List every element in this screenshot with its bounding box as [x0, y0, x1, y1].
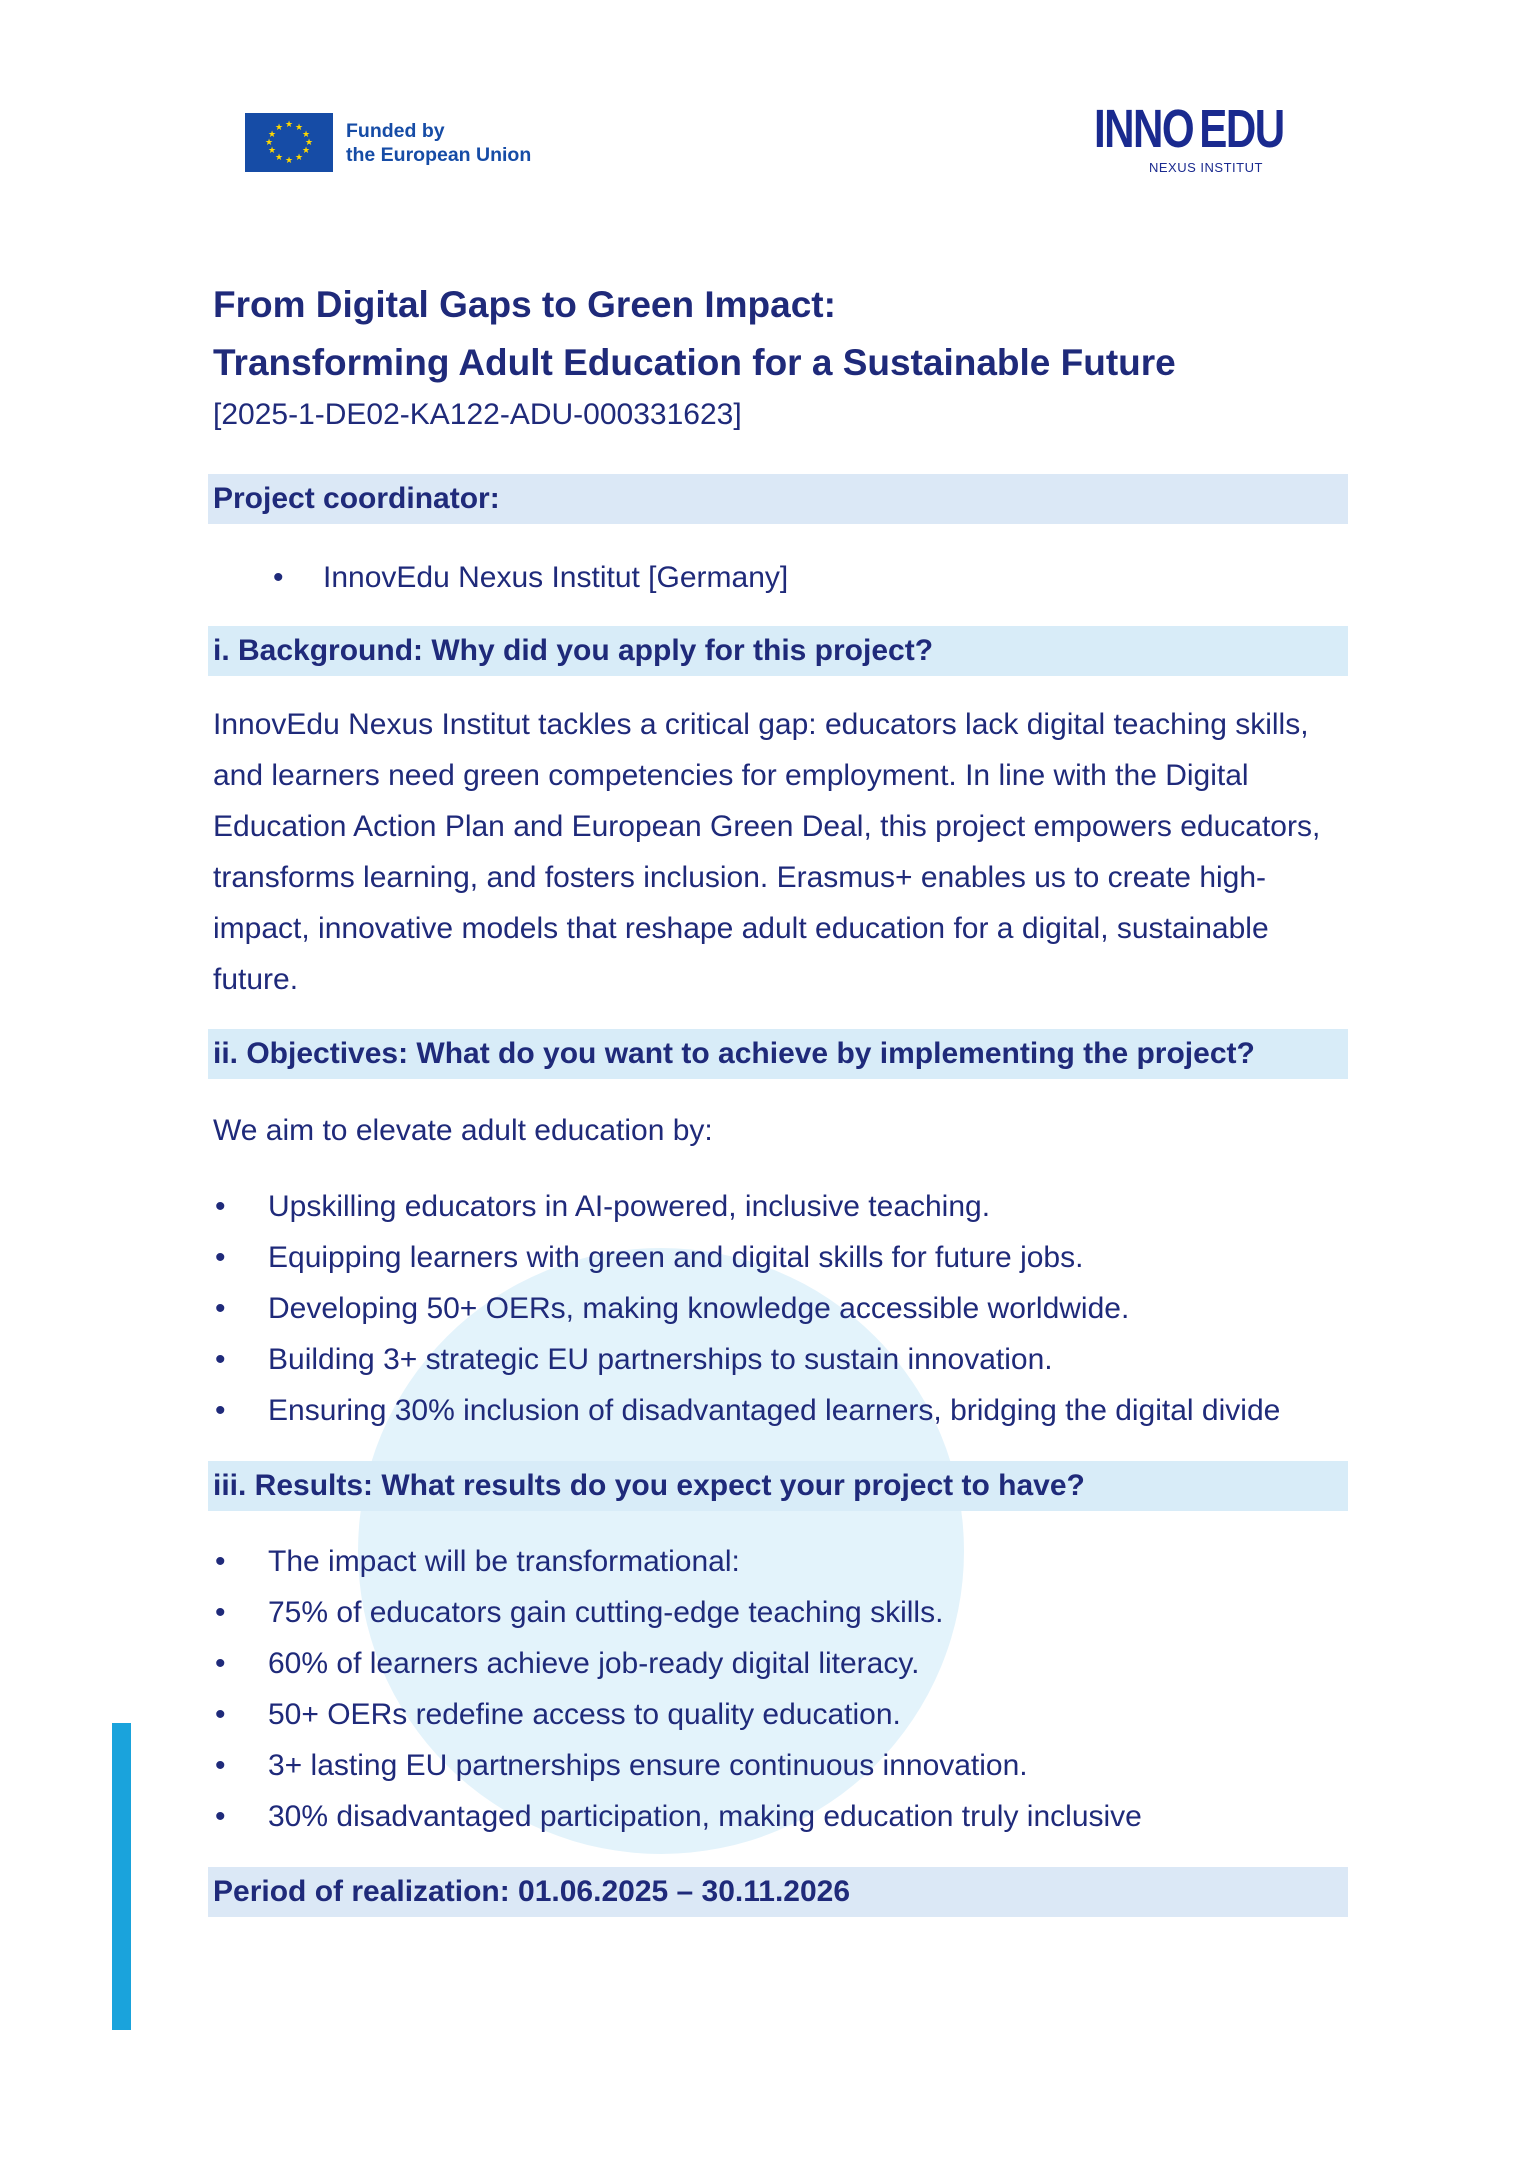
list-item: • Building 3+ strategic EU partnerships to sustain innovation.	[213, 1334, 1348, 1385]
document-body	[213, 276, 1348, 1917]
bullet-icon: •	[215, 1596, 226, 1629]
eu-flag-icon: ★ ★ ★ ★ ★ ★ ★ ★ ★ ★ ★ ★	[245, 113, 333, 172]
bullet-icon: •	[215, 1292, 226, 1325]
inno-logo-left: INNO	[1094, 99, 1194, 159]
bullet-icon: •	[273, 561, 284, 594]
objectives-heading: ii. Objectives: What do you want to achieve by implementing the project?	[208, 1029, 1348, 1079]
title-line-1: From Digital Gaps to Green Impact:	[213, 284, 836, 325]
page-header	[0, 0, 1535, 220]
list-item: • The impact will be transformational:	[213, 1536, 1348, 1587]
bullet-icon: •	[215, 1241, 226, 1274]
bullet-icon: •	[215, 1190, 226, 1223]
objectives-intro: We aim to elevate adult education by:	[213, 1114, 713, 1147]
inno-logo-subtitle: NEXUS INSTITUT	[1149, 160, 1263, 175]
bullet-icon: •	[215, 1698, 226, 1731]
inno-logo-right: EDU	[1199, 99, 1284, 159]
innoedu-logo	[1094, 99, 1324, 180]
objectives-list	[213, 1181, 1348, 1436]
project-code: [2025-1-DE02-KA122-ADU-000331623]	[213, 398, 742, 431]
list-item: • 3+ lasting EU partnerships ensure continuous innovation.	[213, 1740, 1348, 1791]
list-item: • Ensuring 30% inclusion of disadvantaged learners, bridging the digital divide	[213, 1385, 1348, 1436]
page-title	[213, 276, 1348, 392]
bullet-icon: •	[215, 1749, 226, 1782]
period-heading: Period of realization: 01.06.2025 – 30.11.2026	[208, 1867, 1348, 1917]
eu-funding-logo	[245, 113, 531, 172]
list-item: • Equipping learners with green and digital skills for future jobs.	[213, 1232, 1348, 1283]
background-heading: i. Background: Why did you apply for this project?	[208, 626, 1348, 676]
list-item: • Developing 50+ OERs, making knowledge accessible worldwide.	[213, 1283, 1348, 1334]
results-list	[213, 1536, 1348, 1842]
list-item: • 75% of educators gain cutting-edge teaching skills.	[213, 1587, 1348, 1638]
bullet-icon: •	[215, 1800, 226, 1833]
bullet-icon: •	[215, 1343, 226, 1376]
decorative-side-bar	[112, 1723, 131, 2030]
results-heading: iii. Results: What results do you expect your project to have?	[208, 1461, 1348, 1511]
background-text: InnovEdu Nexus Institut tackles a critical gap: educators lack digital teaching skills, and learners need green competencies for employment. In line with the Digital Education Action Plan and European Green Deal, this project empowers educators, transforms learning, and fosters inclusion. Erasmus+ enables us to create high-impact, innovative models that reshape adult education for a digital, sustainable future.	[213, 708, 1321, 996]
bullet-icon: •	[215, 1545, 226, 1578]
title-line-2: Transforming Adult Education for a Sustainable Future	[213, 342, 1176, 383]
eu-logo-line1: Funded by	[346, 119, 445, 142]
coordinator-heading: Project coordinator:	[208, 474, 1348, 524]
bullet-icon: •	[215, 1394, 226, 1427]
list-item: • 60% of learners achieve job-ready digital literacy.	[213, 1638, 1348, 1689]
eu-logo-line2: the European Union	[346, 143, 532, 166]
list-item: • 50+ OERs redefine access to quality education.	[213, 1689, 1348, 1740]
list-item: • Upskilling educators in AI-powered, inclusive teaching.	[213, 1181, 1348, 1232]
list-item: • InnovEdu Nexus Institut [Germany]	[213, 552, 1348, 603]
coordinator-list	[213, 552, 1348, 603]
bullet-icon: •	[215, 1647, 226, 1680]
list-item: • 30% disadvantaged participation, making education truly inclusive	[213, 1791, 1348, 1842]
